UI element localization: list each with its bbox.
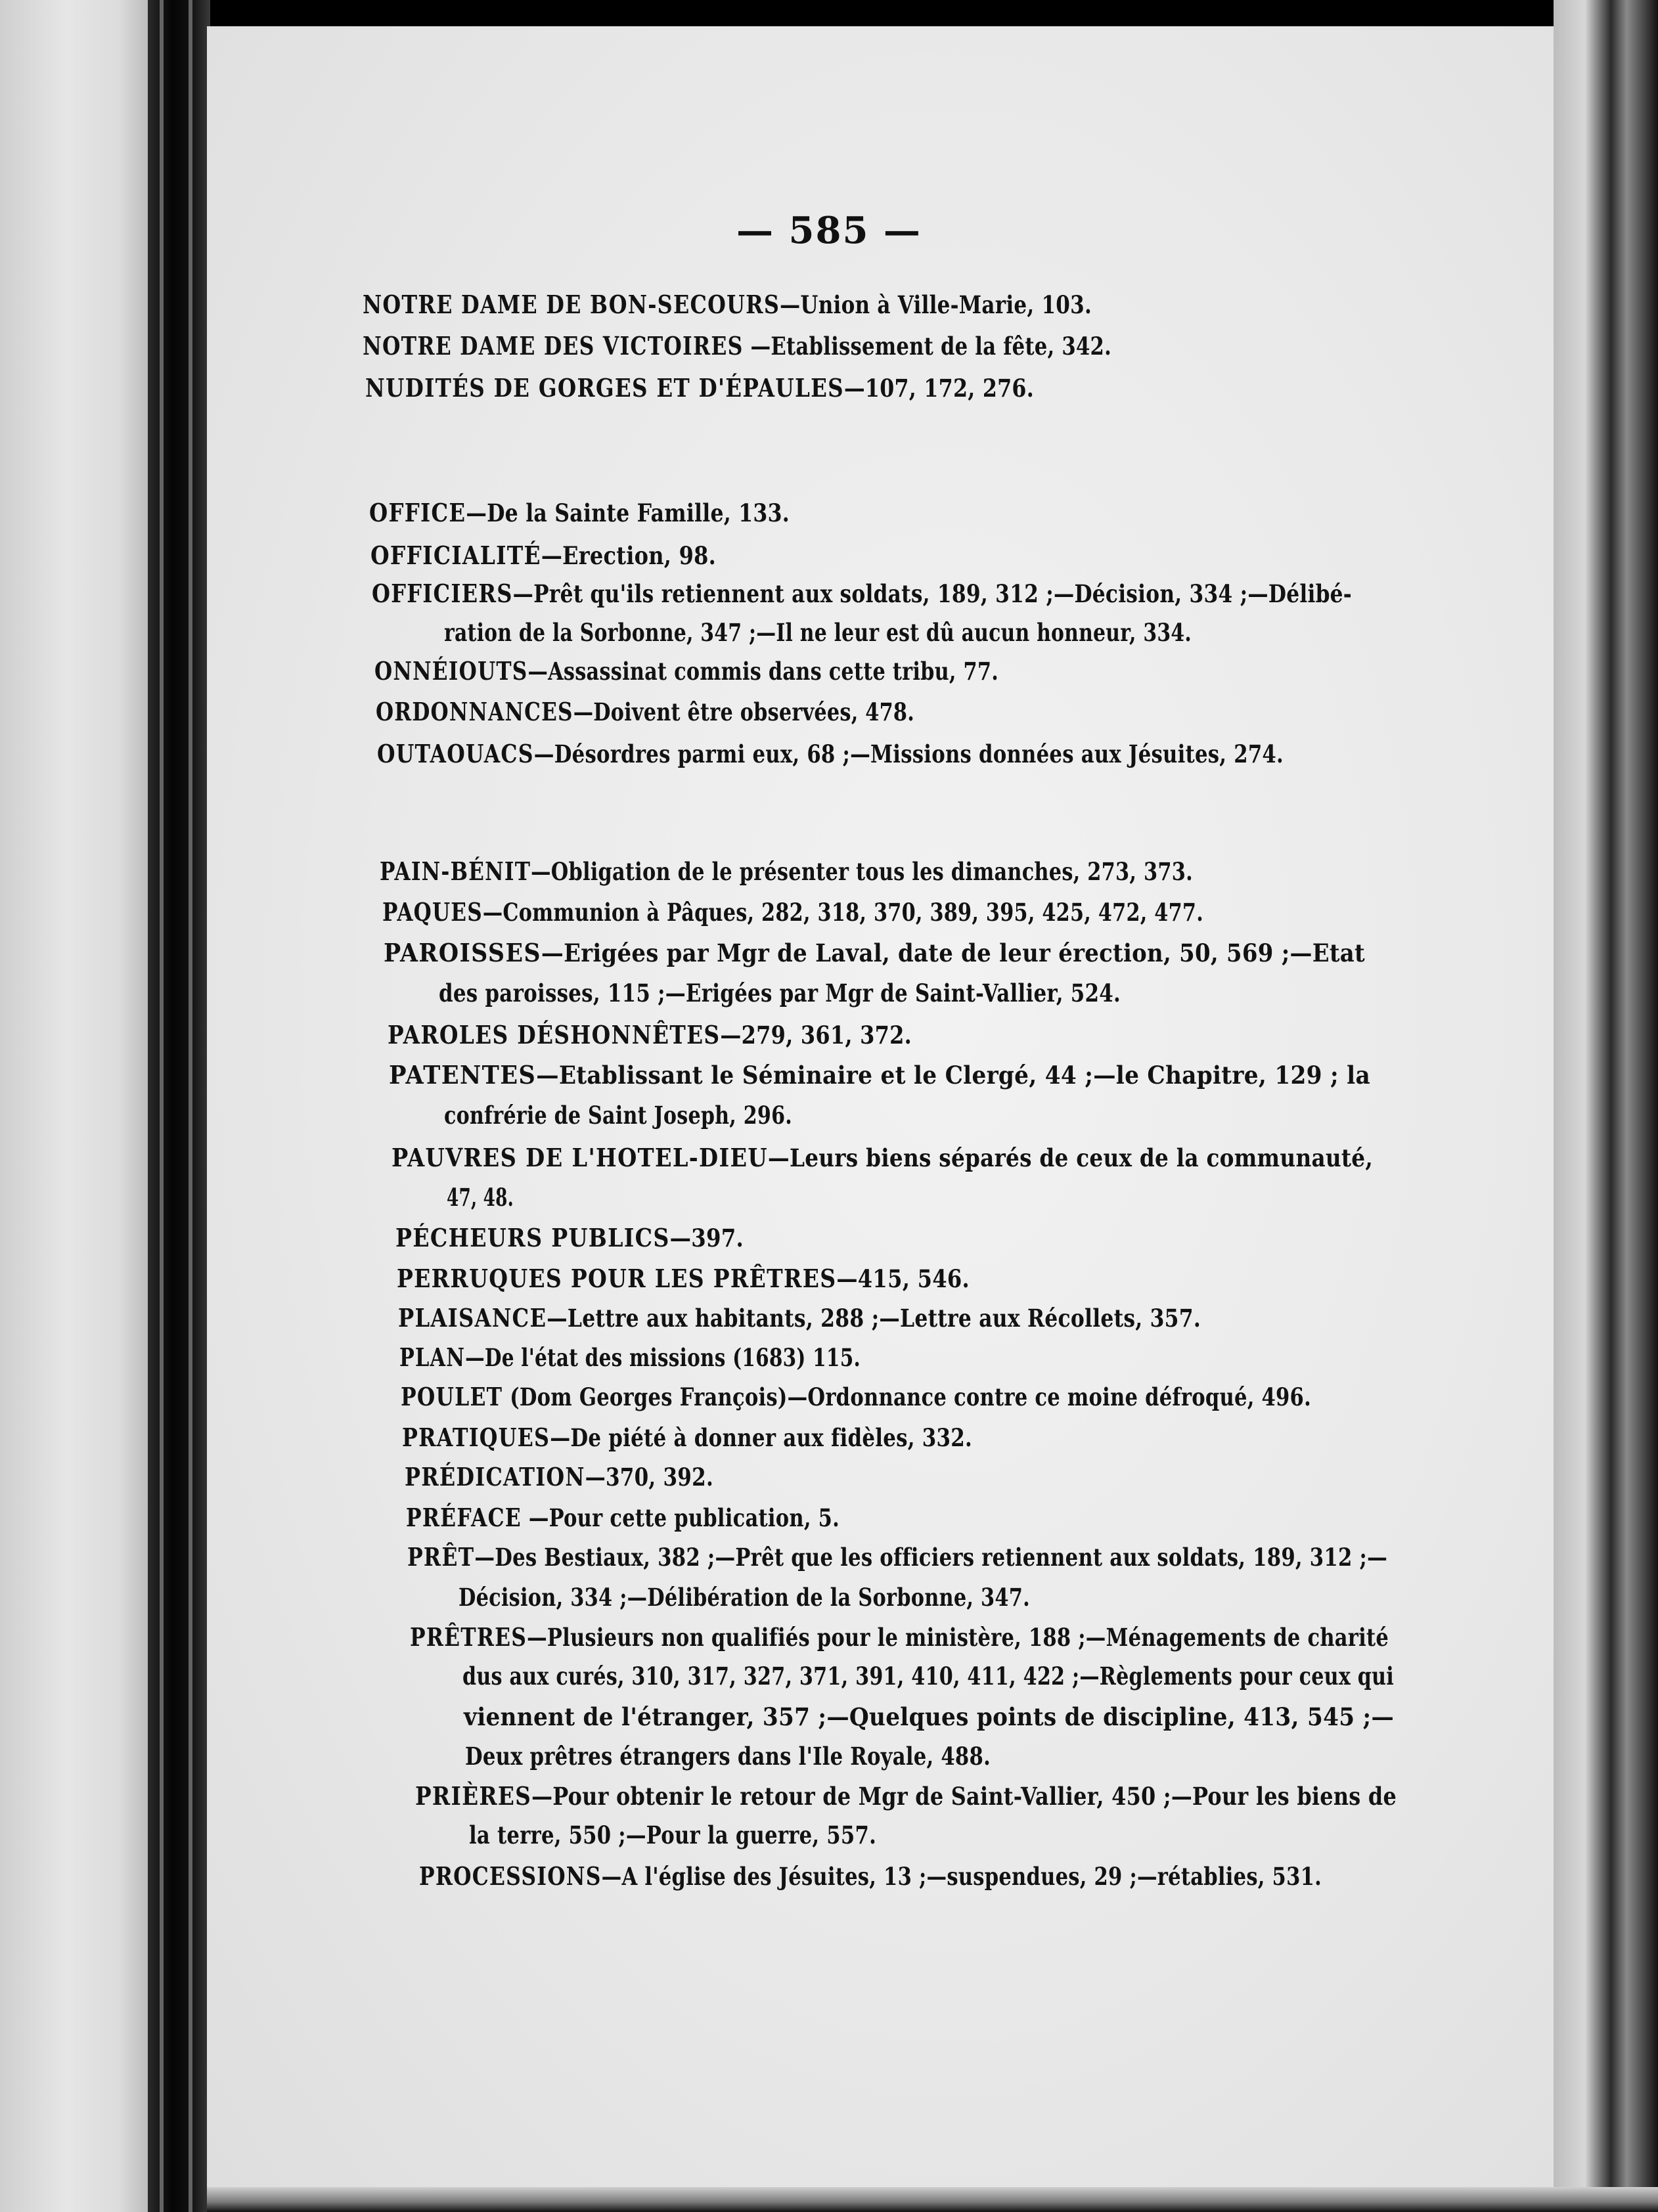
entry-text: —Erigées par Mgr de Laval, date de leur érection, 50, 569 ;—Etat — [541, 939, 1365, 967]
entry-heading: PRÉDICATION — [405, 1462, 585, 1492]
entry-heading: NOTRE DAME DES VICTOIRES — [363, 331, 744, 361]
entry-text: —397. — [669, 1224, 744, 1252]
index-entry-continuation — [439, 981, 1121, 1006]
entry-heading: PAROLES DÉSHONNÊTES — [388, 1020, 721, 1050]
entry-text: Deux prêtres étrangers dans l'Ile Royale, 488. — [465, 1742, 991, 1771]
entry-text: —Etablissement de la fête, 342. — [743, 332, 1111, 361]
entry-text: —370, 392. — [585, 1463, 713, 1492]
index-entry — [380, 856, 1193, 886]
entry-text: dus aux curés, 310, 317, 327, 371, 391, 410, 411, 422 ;—Règlements pour ceux qui — [462, 1662, 1394, 1691]
entry-heading: PLAN — [399, 1342, 466, 1372]
index-entry — [377, 741, 1284, 766]
index-entry — [407, 1542, 1387, 1572]
entry-text: ration de la Sorbonne, 347 ;—Il ne leur est dû aucun honneur, 334. — [444, 618, 1192, 647]
entry-text: —Erection, 98. — [541, 541, 716, 570]
entry-heading: PAIN-BÉNIT — [380, 856, 531, 886]
entry-text: Décision, 334 ;—Délibération de la Sorbonne, 347. — [459, 1583, 1030, 1612]
entry-text: —Union à Ville-Marie, 103. — [780, 290, 1092, 319]
entry-text: —Des Bestiaux, 382 ;—Prêt que les officiers retiennent aux soldats, 189, 312 ;— — [474, 1543, 1387, 1572]
entry-text: —279, 361, 372. — [720, 1021, 912, 1050]
index-entry-continuation — [444, 1103, 792, 1128]
index-entry — [388, 1020, 912, 1050]
index-entry — [399, 1342, 861, 1372]
index-entry — [415, 1781, 1397, 1811]
entry-heading: PLAISANCE — [398, 1303, 547, 1333]
entry-text: —De l'état des missions (1683) 115. — [465, 1343, 861, 1372]
entry-heading: PRÊT — [407, 1542, 475, 1572]
index-entry-continuation — [447, 1185, 514, 1210]
page-number: — 585 — — [736, 209, 922, 252]
entry-text: 47, 48. — [447, 1183, 514, 1212]
entry-text: —Doivent être observées, 478. — [573, 697, 914, 726]
entry-text: viennent de l'étranger, 357 ;—Quelques points de discipline, 413, 545 ;— — [464, 1702, 1394, 1731]
entry-heading: PATENTES — [389, 1060, 537, 1090]
entry-text: —Pour obtenir le retour de Mgr de Saint-Vallier, 450 ;—Pour les biens de — [531, 1782, 1397, 1811]
index-entry — [395, 1223, 744, 1252]
entry-text: (Dom Georges François)—Ordonnance contre ce moine défroqué, 496. — [503, 1382, 1311, 1411]
index-entry — [389, 1060, 1370, 1090]
entry-heading: OFFICIERS — [372, 579, 513, 608]
entry-text: —107, 172, 276. — [843, 374, 1034, 403]
entry-heading: PÉCHEURS PUBLICS — [395, 1223, 670, 1252]
entry-heading: PRÉFACE — [406, 1503, 522, 1532]
entry-heading: ORDONNANCES — [376, 697, 573, 726]
entry-text: —Obligation de le présenter tous les dimanches, 273, 373. — [531, 857, 1193, 886]
index-entry — [397, 1266, 970, 1291]
entry-text: —Pour cette publication, 5. — [521, 1503, 840, 1532]
index-entry — [382, 897, 1203, 927]
index-entry — [365, 373, 1034, 403]
index-entry — [376, 699, 914, 724]
index-entry — [419, 1861, 1322, 1891]
entry-heading: PERRUQUES POUR LES PRÊTRES — [397, 1264, 837, 1293]
entry-heading: PRATIQUES — [402, 1423, 550, 1452]
entry-heading: PAUVRES DE L'HOTEL-DIEU — [392, 1143, 769, 1172]
index-entry — [392, 1145, 1373, 1170]
entry-heading: PAROISSES — [384, 938, 541, 967]
entry-text: —Etablissant le Séminaire et le Clergé, 44 ;—le Chapitre, 129 ; la — [536, 1061, 1370, 1090]
index-entry-continuation — [444, 618, 1192, 647]
index-entry — [374, 656, 998, 686]
entry-text: —415, 546. — [836, 1264, 970, 1293]
entry-text: —Prêt qu'ils retiennent aux soldats, 189, 312 ;—Décision, 334 ;—Délibé- — [512, 579, 1352, 608]
entry-heading: POULET — [401, 1382, 503, 1411]
entry-text: —Communion à Pâques, 282, 318, 370, 389, 395, 425, 472, 477. — [482, 898, 1203, 927]
index-entry — [372, 581, 1352, 606]
index-entry-continuation — [464, 1702, 1394, 1731]
entry-text: des paroisses, 115 ;—Erigées par Mgr de Saint-Vallier, 524. — [439, 979, 1121, 1007]
index-entry-continuation — [462, 1664, 1394, 1689]
entry-heading: PROCESSIONS — [419, 1861, 602, 1891]
entry-text: confrérie de Saint Joseph, 296. — [444, 1101, 792, 1130]
index-entry — [370, 543, 716, 568]
entry-heading: PRIÈRES — [415, 1781, 532, 1811]
entry-text: la terre, 550 ;—Pour la guerre, 557. — [469, 1821, 876, 1849]
entry-text: —Leurs biens séparés de ceux de la communauté, — [768, 1143, 1373, 1172]
entry-heading: PAQUES — [382, 897, 483, 927]
index-entry — [384, 940, 1365, 965]
entry-heading: OFFICE — [369, 498, 466, 527]
entry-heading: OUTAOUACS — [377, 739, 534, 768]
index-entry-continuation — [469, 1823, 876, 1847]
entry-heading: ONNÉIOUTS — [374, 656, 528, 686]
entry-heading: NOTRE DAME DE BON-SECOURS — [363, 290, 780, 319]
index-entry — [398, 1303, 1201, 1333]
index-entry — [363, 331, 1111, 361]
index-entry — [405, 1462, 713, 1492]
index-entry — [410, 1622, 1389, 1652]
index-entry — [402, 1425, 972, 1450]
entry-text: —De la Sainte Famille, 133. — [466, 498, 790, 527]
index-entry — [401, 1384, 1311, 1409]
index-entry — [369, 500, 790, 525]
index-entry-continuation — [465, 1744, 991, 1769]
entry-heading: PRÊTRES — [410, 1622, 527, 1652]
entry-text: —Désordres parmi eux, 68 ;—Missions données aux Jésuites, 274. — [533, 740, 1284, 768]
entry-text: —De piété à donner aux fidèles, 332. — [550, 1423, 972, 1452]
entry-text: —A l'église des Jésuites, 13 ;—suspendues, 29 ;—rétablies, 531. — [601, 1862, 1322, 1891]
index-entry-continuation — [459, 1585, 1030, 1610]
entry-heading: OFFICIALITÉ — [370, 541, 541, 570]
entry-text: —Lettre aux habitants, 288 ;—Lettre aux Récollets, 357. — [547, 1304, 1201, 1333]
entry-text: —Assassinat commis dans cette tribu, 77. — [527, 657, 998, 686]
index-entry — [363, 292, 1092, 317]
entry-text: —Plusieurs non qualifiés pour le ministère, 188 ;—Ménagements de charité — [527, 1623, 1389, 1652]
entry-heading: NUDITÉS DE GORGES ET D'ÉPAULES — [365, 373, 844, 403]
index-entry — [406, 1505, 840, 1530]
